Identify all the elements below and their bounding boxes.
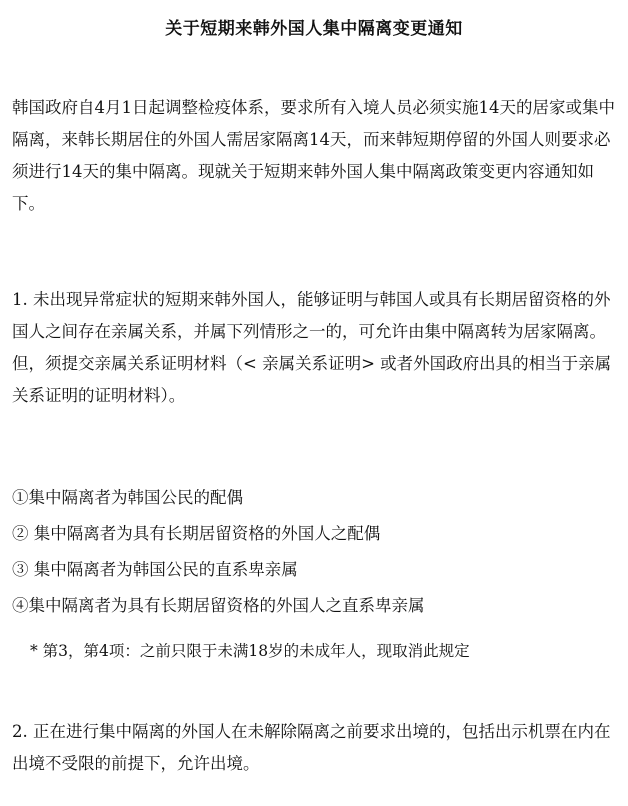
eligible-cases-list	[12, 480, 616, 624]
item-1-paragraph: 1. 未出现异常症状的短期来韩外国人，能够证明与韩国人或具有长期居留资格的外国人之间存在亲属关系，并属下列情形之一的，可允许由集中隔离转为居家隔离。但，须提交亲属关系证明材料（< 亲属关系证明> 或者外国政府出具的相当于亲属关系证明的证明材料）。	[12, 290, 612, 405]
item-2-paragraph: 2. 正在进行集中隔离的外国人在未解除隔离之前要求出境的，包括出示机票在内在出境不受限的前提下，允许出境。	[12, 722, 611, 773]
age-limit-note: * 第3，第4项：之前只限于未满18岁的未成年人，现取消此规定	[30, 642, 470, 660]
case-item: ①集中隔离者为韩国公民的配偶	[12, 488, 243, 507]
case-item: ④集中隔离者为具有长期居留资格的外国人之直系卑亲属	[12, 596, 425, 615]
case-item: ② 集中隔离者为具有长期居留资格的外国人之配偶	[12, 524, 381, 543]
case-item: ③ 集中隔离者为韩国公民的直系卑亲属	[12, 560, 298, 579]
document-title: 关于短期来韩外国人集中隔离变更通知	[165, 19, 463, 39]
intro-paragraph: 韩国政府自4月1日起调整检疫体系，要求所有入境人员必须实施14天的居家或集中隔离，来韩长期居住的外国人需居家隔离14天，而来韩短期停留的外国人则要求必须进行14天的集中隔离。现就关于短期来韩外国人集中隔离政策变更内容通知如下。	[12, 98, 615, 213]
